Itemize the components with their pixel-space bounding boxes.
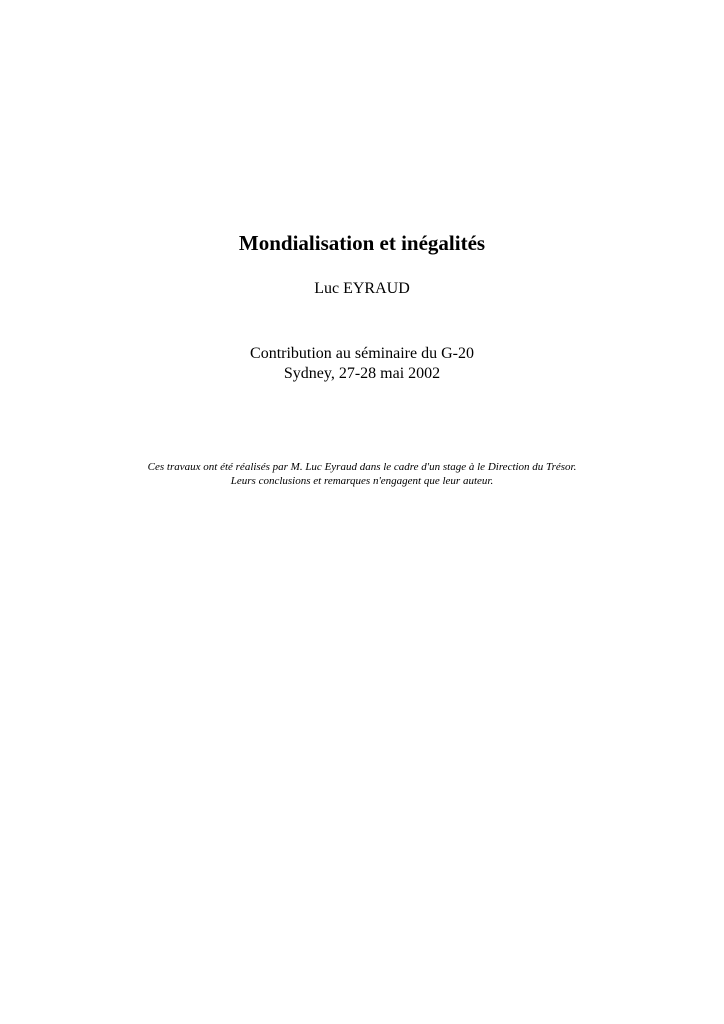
author-name: Luc EYRAUD (314, 280, 410, 297)
disclaimer-line-2: Leurs conclusions et remarques n'engagent que leur auteur. (230, 475, 494, 487)
document-title: Mondialisation et inégalités (238, 231, 486, 255)
contribution-line-seminar: Contribution au séminaire du G-20 (250, 345, 474, 362)
disclaimer-line-1: Ces travaux ont été réalisés par M. Luc Eyraud dans le cadre d'un stage à le Direction du Trésor. (147, 461, 577, 473)
disclaimer-block (0, 460, 724, 488)
contribution-block (0, 344, 724, 384)
contribution-line-place-date: Sydney, 27-28 mai 2002 (283, 365, 441, 382)
